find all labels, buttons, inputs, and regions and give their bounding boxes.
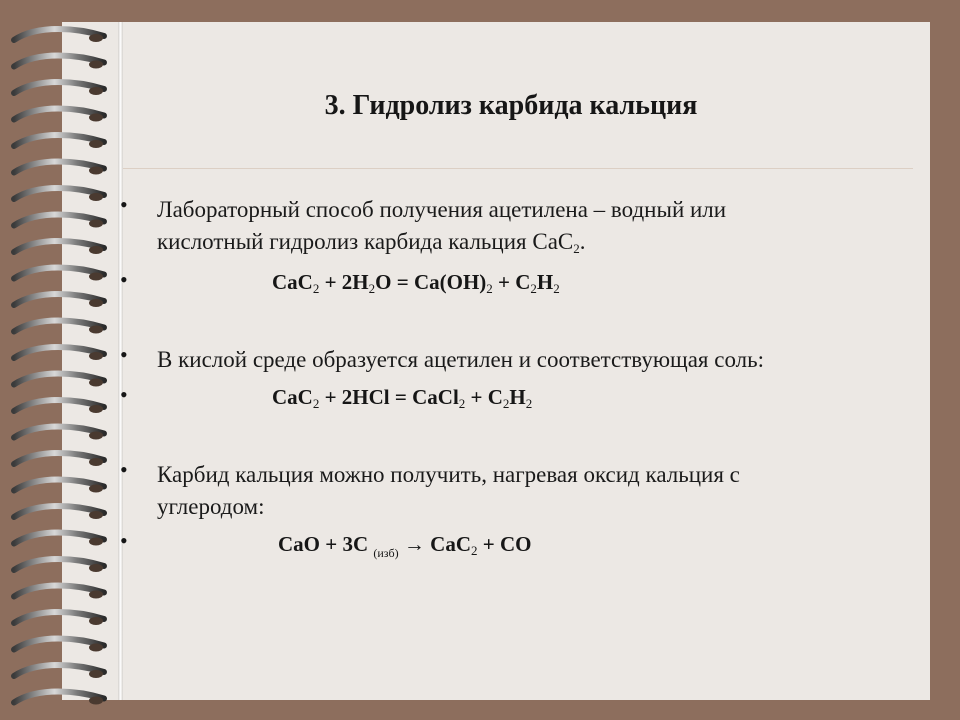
binding-hole (89, 644, 103, 652)
binding-hole (89, 538, 103, 546)
binding-hole (89, 405, 103, 413)
text-line: Лабораторный способ получения ацетилена – водный или (157, 197, 727, 222)
equation-hydrolysis-acid: CaC$_2$ + 2HCl = CaCl$_2$ + $C_2H_2$ (272, 385, 533, 411)
slide-title: 3. Гидролиз карбида кальция (324, 90, 698, 121)
binding-hole (89, 670, 103, 678)
binding-hole (89, 617, 103, 625)
binding-hole (89, 379, 103, 387)
text-line: кислотный гидролиз карбида кальция СаС$_2$. (157, 229, 586, 256)
bullet-icon: • (120, 192, 128, 217)
binding-hole (89, 34, 103, 42)
binding-hole (89, 326, 103, 334)
text-line: В кислой среде образуется ацетилен и соответствующая соль: (157, 347, 765, 372)
binding-hole (89, 511, 103, 519)
title-divider (123, 168, 913, 169)
binding-hole (89, 458, 103, 466)
bullet-icon: • (120, 267, 128, 292)
equation-carbide-synthesis: CaO + 3C $_{(изб)}$ → CaC$_2$ + CO (278, 532, 532, 560)
bullet-icon: • (120, 457, 128, 482)
binding-hole (89, 299, 103, 307)
bullet-icon: • (120, 382, 128, 407)
binding-hole (89, 564, 103, 572)
binding-hole (89, 697, 103, 705)
spiral-binding-icon (8, 26, 112, 706)
binding-hole (89, 246, 103, 254)
binding-hole (89, 273, 103, 281)
binding-hole (89, 591, 103, 599)
text-line: Карбид кальция можно получить, нагревая оксид кальция с (157, 462, 740, 487)
binding-hole (89, 140, 103, 148)
binding-hole (89, 485, 103, 493)
binding-hole (89, 167, 103, 175)
text-line: углеродом: (157, 494, 265, 519)
equation-hydrolysis-water: $CaC_2 + 2H_2O = Ca(OH)_2 + C_2H_2$ (272, 270, 560, 296)
binding-hole (89, 220, 103, 228)
binding-hole (89, 193, 103, 201)
bullet-icon: • (120, 528, 128, 553)
binding-hole (89, 61, 103, 69)
bullet-icon: • (120, 342, 128, 367)
binding-hole (89, 432, 103, 440)
binding-hole (89, 352, 103, 360)
